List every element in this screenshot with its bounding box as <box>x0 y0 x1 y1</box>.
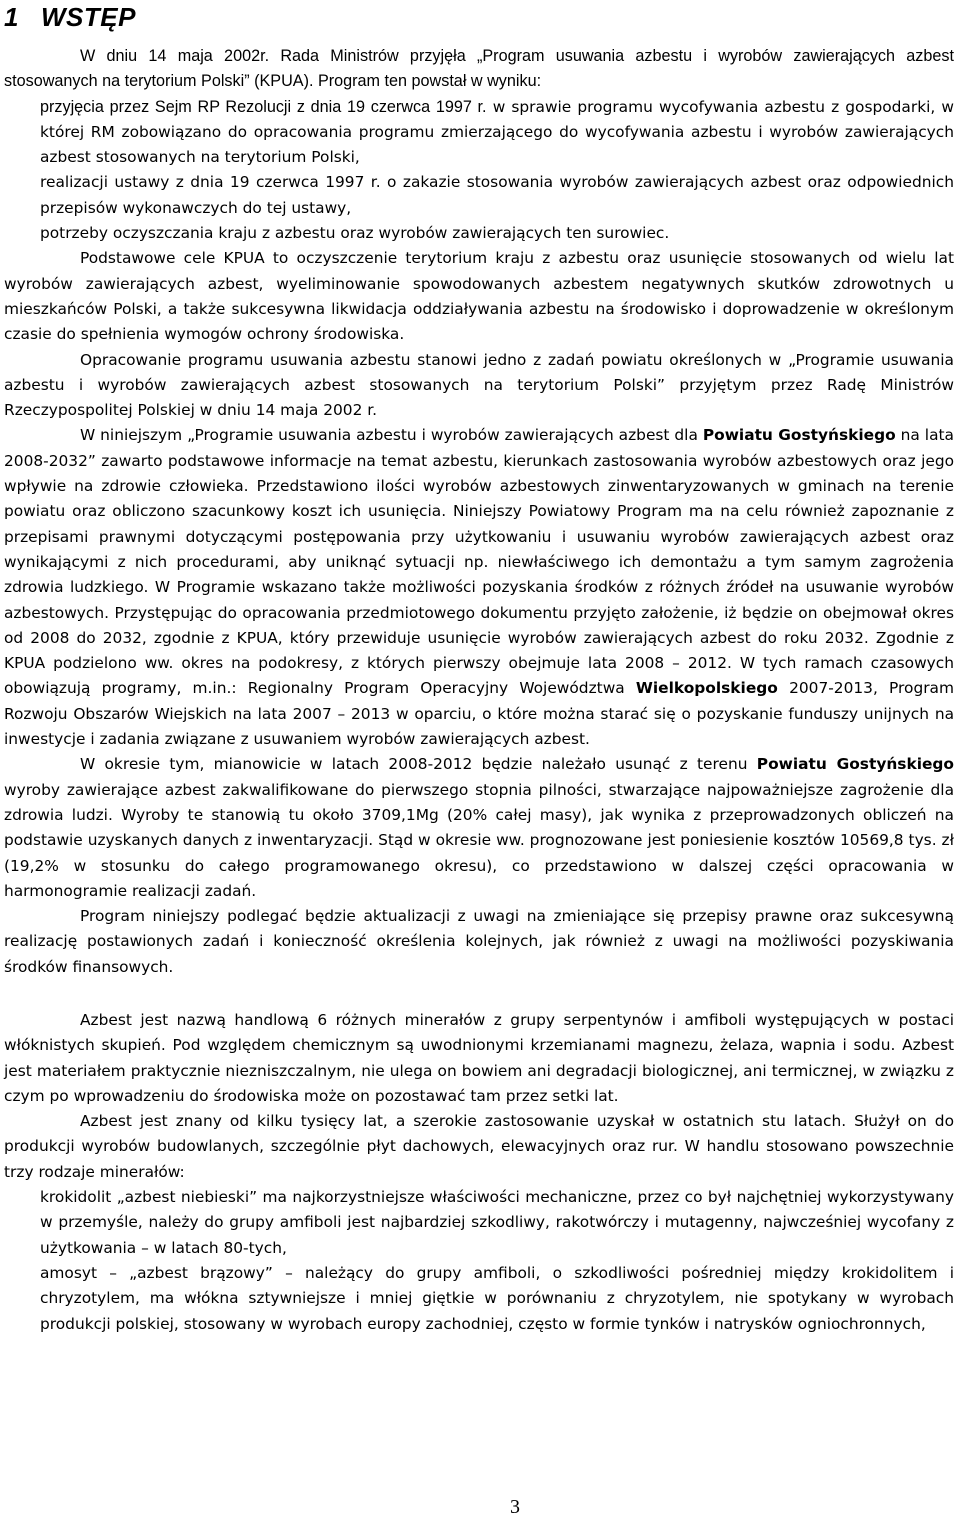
list-item <box>4 95 954 171</box>
list-item-text: przyjęcia przez Sejm RP Rezolucji z dnia 19 czerwca 1997 r. w sprawie programu wycofywania azbestu z gospodarki, w której RM zobowiązano do opracowania programu zmierzającego do wycofywania azbestu i wyrobów zawierających azbest stosowanych na terytorium Polski, <box>40 97 954 167</box>
list-item-text: amosyt – „azbest brązowy” – należący do grupy amfiboli, o szkodliwości pośredniej między krokidolitem i chryzotylem, ma włókna sztywniejsze i mniej giętkie w porównaniu z chryzotylem, nie spotykany w wyrobach produkcji polskiej, stosowany w wyrobach europy zachodniej, często w formie tynków i natrysków ogniochronnych, <box>40 1263 954 1333</box>
list-item-text: realizacji ustawy z dnia 19 czerwca 1997 r. o zakazie stosowania wyrobów zawierających azbest oraz odpowiednich przepisów wykonawczych do tej ustawy, <box>40 173 954 217</box>
list-item <box>4 1185 954 1261</box>
paragraph: W niniejszym „Programie usuwania azbestu i wyrobów zawierających azbest dla Powiatu Gostyńskiego na lata 2008-2032” zawarto podstawowe informacje na temat azbestu, kierunkach zastosowania wyrobów azbestowych oraz jego wpływie na zdrowie człowieka. Przedstawiono ilości wyrobów azbestowych zinwentaryzowanych w gminach na terenie powiatu oraz obliczono szacunkowy koszt ich usunięcia. Niniejszy Powiatowy Program ma na celu również zapoznanie z przepisami prawnymi dotyczącymi postępowania przy użytkowaniu i usuwaniu wyrobów zawierających azbest oraz wynikającymi z nich procedurami, aby uniknąć sytuacji np. niewłaściwego ich demontażu a tym samym zagrożenia zdrowia ludzkiego. W Programie wskazano także możliwości pozyskania środków z różnych źródeł na usuwanie wyrobów azbestowych. Przystępując do opracowania przedmiotowego dokumentu przyjęto założenie, iż będzie on obejmował okres od 2008 do 2032, zgodnie z KPUA, który przewiduje usunięcie wyrobów zawierających azbest do roku 2032. Zgodnie z KPUA podzielono ww. okres na podokresy, z których pierwszy obejmuje lata 2008 – 2012. W tych ramach czasowych obowiązują programy, m.in.: Regionalny Program Operacyjny Województwa Wielkopolskiego 2007-2013, Program Rozwoju Obszarów Wiejskich na lata 2007 – 2013 w oparciu, o które można starać się o pozyskanie funduszy unijnych na inwestycje i zadania związane z usuwaniem wyrobów zawierających azbest. <box>4 426 954 749</box>
section-heading <box>4 2 136 33</box>
paragraph-gap <box>4 980 954 1008</box>
paragraph: Opracowanie programu usuwania azbestu stanowi jedno z zadań powiatu określonych w „Programie usuwania azbestu i wyrobów zawierających azbest stosowanych na terytorium Polski” przyjętym przez Radę Ministrów Rzeczypospolitej Polskiej w dniu 14 maja 2002 r. <box>4 350 954 420</box>
section-number: 1 <box>4 2 19 32</box>
county-name: Powiatu Gostyńskiego <box>756 755 955 774</box>
paragraph: Podstawowe cele KPUA to oczyszczenie terytorium kraju z azbestu oraz usunięcie stosowanych od wielu lat wyrobów zawierających azbest, wyeliminowanie spowodowanych azbestem negatywnych skutków zdrowotnych u mieszkańców Polski, a także sukcesywna likwidacja oddziaływania azbestu na środowisko i doprowadzenie w określonym czasie do spełnienia wymogów ochrony środowiska. <box>4 249 954 344</box>
intro-paragraph: W dniu 14 maja 2002r. Rada Ministrów przyjęła „Program usuwania azbestu i wyrobów zawierających azbest stosowanych na terytorium Polski” (KPUA). Program ten powstał w wyniku: <box>4 47 954 91</box>
page-number: 3 <box>510 1496 520 1518</box>
voivodeship-name: Wielkopolskiego <box>635 679 778 698</box>
section-title: WSTĘP <box>40 2 136 32</box>
list-item <box>4 170 954 221</box>
paragraph: Azbest jest znany od kilku tysięcy lat, a szerokie zastosowanie uzyskał w ostatnich stu latach. Służył on do produkcji wyrobów budowlanych, szczególnie płyt dachowych, elewacyjnych oraz rur. W handlu stosowano powszechnie trzy rodzaje minerałów: <box>4 1112 954 1181</box>
paragraph: Azbest jest nazwą handlową 6 różnych minerałów z grupy serpentynów i amfiboli występujących w postaci włóknistych skupień. Pod względem chemicznym są uwodnionymi krzemianami magnezu, żelaza, wapnia i sodu. Azbest jest materiałem praktycznie niezniszczalnym, nie ulega on bowiem ani degradacji biologicznej, ani termicznej, w związku z czym po wprowadzeniu do środowiska może on pozostawać tam przez setki lat. <box>4 1010 954 1105</box>
paragraph: Program niniejszy podlegać będzie aktualizacji z uwagi na zmieniające się przepisy prawne oraz sukcesywną realizację postawionych zadań i konieczność określenia kolejnych, jak również z uwagi na możliwości pozyskiwania środków finansowych. <box>4 907 954 976</box>
list-item <box>4 1261 954 1337</box>
list-item-text: potrzeby oczyszczania kraju z azbestu oraz wyrobów zawierających ten surowiec. <box>40 224 670 243</box>
list-item <box>4 221 954 246</box>
list-item-text: krokidolit „azbest niebieski” ma najkorzystniejsze właściwości mechaniczne, przez co był najchętniej wykorzystywany w przemyśle, należy do grupy amfiboli jest najbardziej szkodliwy, rakotwórczy i mutagenny, najwcześniej wycofany z użytkowania – w latach 80-tych, <box>40 1188 954 1257</box>
paragraph: W okresie tym, mianowicie w latach 2008-2012 będzie należało usunąć z terenu Powiatu Gostyńskiego wyroby zawierające azbest zakwalifikowane do pierwszego stopnia pilności, stwarzające najpoważniejsze zagrożenie dla zdrowia ludzi. Wyroby te stanowią tu około 3709,1Mg (20% całej masy), jak wynika z przeprowadzonych obliczeń na podstawie uzyskanych danych z inwentaryzacji. Stąd w okresie ww. prognozowane jest poniesienie kosztów 10569,8 tys. zł (19,2% w stosunku do całego programowanego okresu), co przedstawiono w dalszej części opracowania w harmonogramie realizacji zadań. <box>4 755 955 900</box>
document-body <box>4 44 954 1337</box>
county-name: Powiatu Gostyńskiego <box>702 426 896 445</box>
